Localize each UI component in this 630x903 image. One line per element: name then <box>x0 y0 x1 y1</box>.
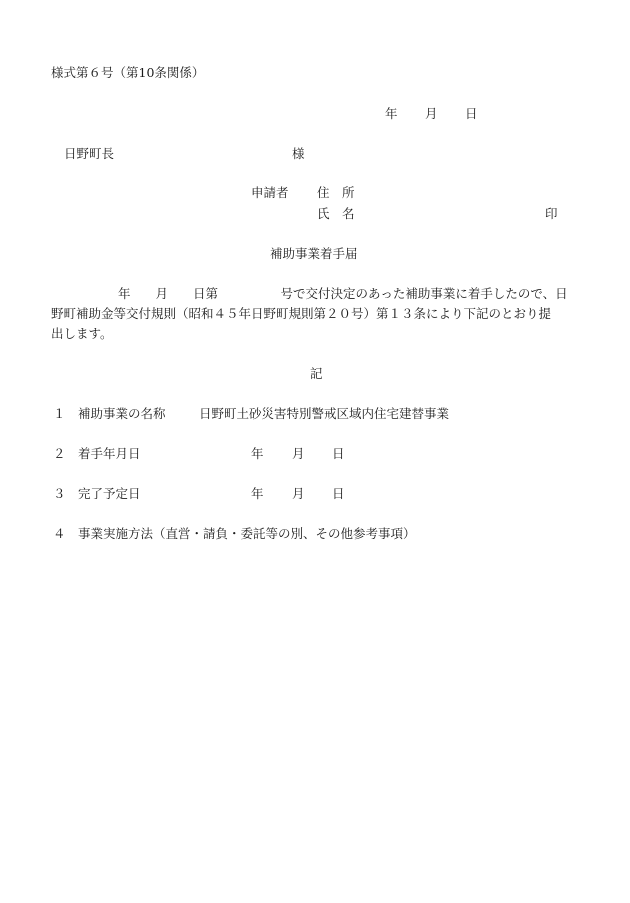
start-date-day: 日 <box>332 446 345 461</box>
applicant-label: 申請者 <box>251 185 289 200</box>
item-number: ４ <box>53 526 66 541</box>
start-date-month: 月 <box>292 446 305 461</box>
body-text-line: 年 月 日第 号で交付決定のあった補助事業に着手したので、日 <box>118 286 568 301</box>
item-label-completion-date: 完了予定日 <box>78 486 141 501</box>
item-label-start-date: 着手年月日 <box>78 446 141 461</box>
date-month-label: 月 <box>425 106 438 121</box>
item-value-project-name: 日野町土砂災害特別警戒区域内住宅建替事業 <box>199 406 450 421</box>
item-label-project-name: 補助事業の名称 <box>78 406 166 421</box>
item-number: ２ <box>53 446 66 461</box>
item-number: １ <box>53 406 66 421</box>
item-number: ３ <box>53 486 66 501</box>
item-label-implementation-method: 事業実施方法（直営・請負・委託等の別、その他参考事項） <box>78 526 416 541</box>
completion-date-month: 月 <box>292 486 305 501</box>
body-text-line: 野町補助金等交付規則（昭和４５年日野町規則第２０号）第１３条により下記のとおり提 <box>51 306 552 321</box>
form-number-label: 様式第６号（第10条関係） <box>51 65 205 80</box>
addressee: 日野町長 <box>64 146 115 161</box>
name-label: 氏 名 <box>317 206 355 221</box>
date-day-label: 日 <box>465 106 478 121</box>
document-title: 補助事業着手届 <box>270 246 358 261</box>
notes-heading: 記 <box>310 366 323 381</box>
seal-label: 印 <box>545 206 558 221</box>
address-label: 住 所 <box>317 185 355 200</box>
start-date-year: 年 <box>251 446 264 461</box>
completion-date-day: 日 <box>332 486 345 501</box>
completion-date-year: 年 <box>251 486 264 501</box>
honorific: 様 <box>292 146 305 161</box>
date-year-label: 年 <box>385 106 398 121</box>
body-text-line: 出します。 <box>51 326 113 341</box>
